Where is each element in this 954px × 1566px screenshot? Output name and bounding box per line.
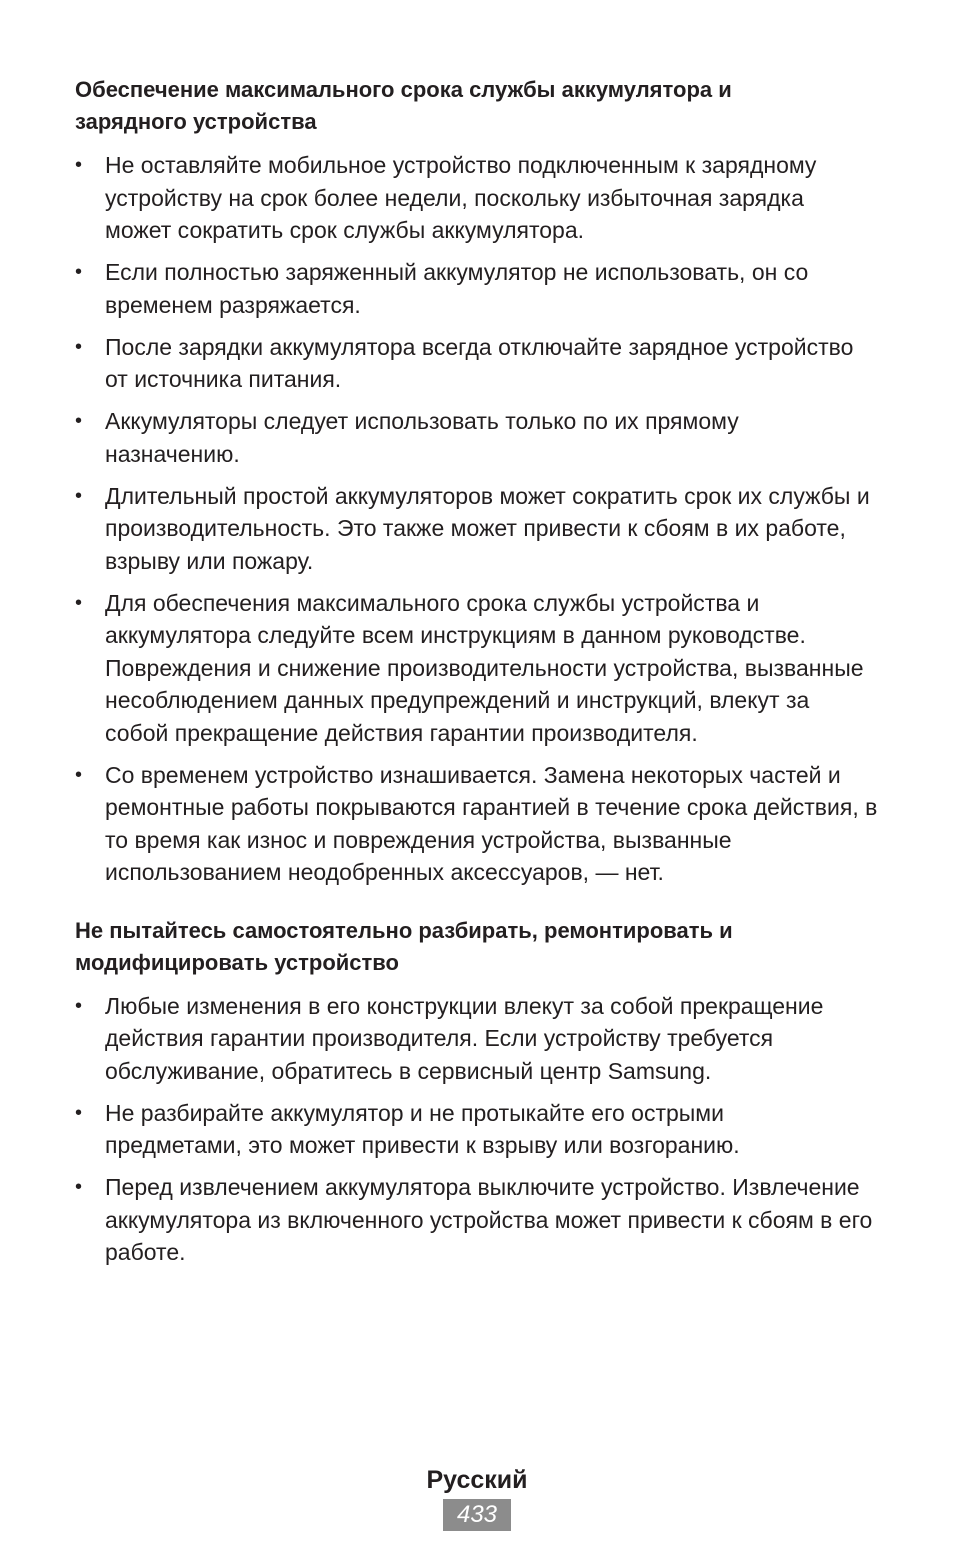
bullet-icon: • [75,994,83,1017]
list-item-text: Для обеспечения максимального срока службы устройства и аккумулятора следуйте всем инструкциям в данном руководстве. Повреждения и снижение производительности устройства, вызванные несоблюдением данных предупреждений и инструкций, влекут за собой прекращение действия гарантии производителя. [105,589,864,746]
bullet-icon: • [75,410,83,432]
bullet-list [75,149,895,889]
list-item [75,149,850,247]
list-item [75,759,895,889]
page-content [75,74,895,1269]
page-footer [0,1462,954,1531]
list-item [75,1097,805,1162]
footer-language: Русский [426,1466,528,1494]
bullet-icon: • [75,1101,83,1124]
list-item-text: Любые изменения в его конструкции влекут за собой прекращение действия гарантии производителя. Если устройству требуется обслуживание, обратитесь в сервисный центр Samsung. [105,992,824,1084]
list-item-text: Перед извлечением аккумулятора выключите устройство. Извлечение аккумулятора из включенного устройства может привести к сбоям в его работе. [105,1174,873,1265]
bullet-icon: • [75,335,83,358]
list-item [75,480,905,578]
list-item-text: Со временем устройство изнашивается. Замена некоторых частей и ремонтные работы покрываются гарантией в течение срока действия, в то время как износ и повреждения устройства, вызванные использованием неодобренных аксессуаров, — нет. [105,761,878,885]
bullet-icon: • [75,1176,83,1198]
bullet-icon: • [75,154,83,176]
list-item [75,990,865,1088]
page-number-badge: 433 [443,1499,511,1531]
list-item-text: Не оставляйте мобильное устройство подключенным к зарядному устройству на срок более недели, поскольку избыточная зарядка может сократить срок службы аккумулятора. [105,152,817,243]
bullet-icon: • [75,261,83,283]
list-item-text: Длительный простой аккумуляторов может сократить срок их службы и производительность. Это также может привести к сбоям в их работе, взрыву или пожару. [105,482,870,574]
bullet-icon: • [75,591,83,614]
list-item-text: Если полностью заряженный аккумулятор не использовать, он со временем разряжается. [105,259,809,318]
list-item-text: Не разбирайте аккумулятор и не протыкайте его острыми предметами, это может привести к взрыву или возгоранию. [105,1099,740,1158]
bullet-list [75,990,895,1269]
section-heading: Не пытайтесь самостоятельно разбирать, ремонтировать и модифицировать устройство [75,917,733,975]
section-heading: Обеспечение максимального срока службы аккумулятора и зарядного устройства [75,77,732,134]
list-item [75,587,870,750]
list-item [75,1171,895,1269]
bullet-icon: • [75,763,83,786]
section-battery-life [75,74,895,889]
list-item-text: После зарядки аккумулятора всегда отключайте зарядное устройство от источника питания. [105,333,854,392]
section-disassembly [75,915,895,1269]
list-item [75,256,895,321]
list-item-text: Аккумуляторы следует использовать только по их прямому назначению. [105,408,739,467]
list-item [75,331,865,396]
bullet-icon: • [75,484,83,507]
list-item [75,405,795,470]
